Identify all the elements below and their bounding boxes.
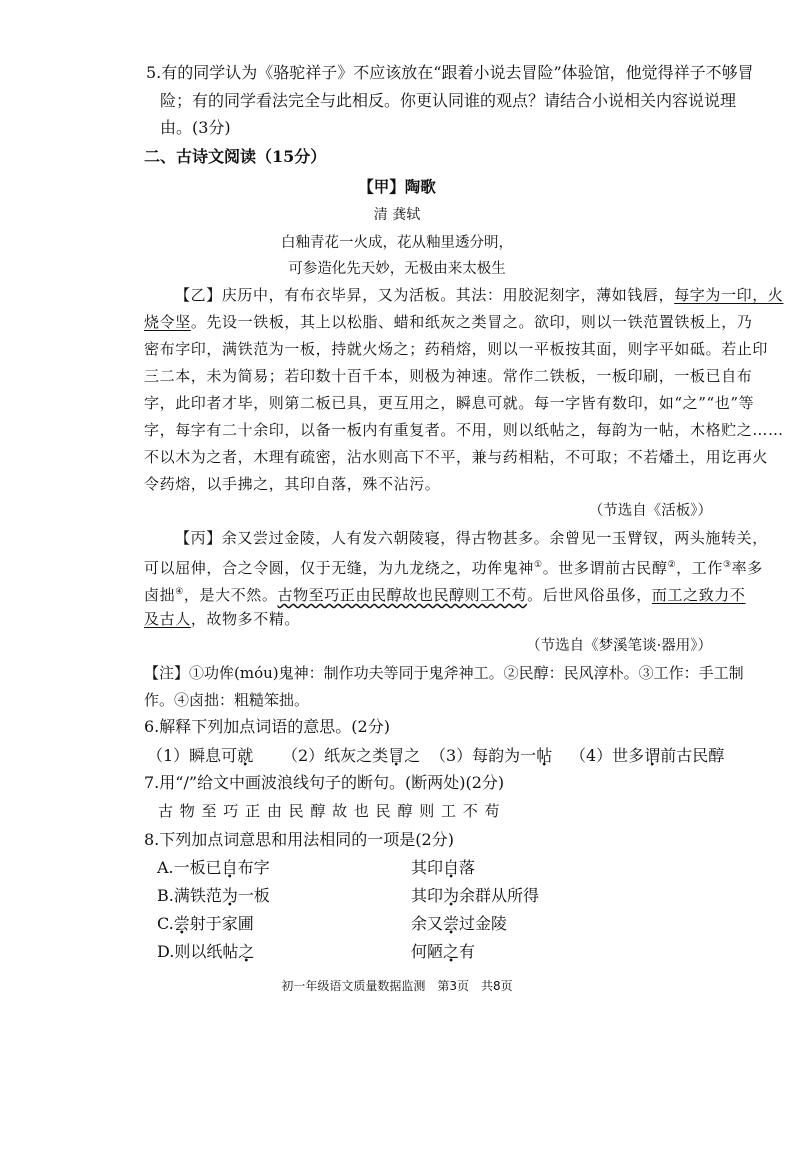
- q8-text: 落: [459, 858, 476, 877]
- q8-text: A.一板已: [157, 858, 222, 877]
- q8-option-b-right: [411, 885, 539, 907]
- q6-option-text: （4）世多: [570, 746, 645, 765]
- yi-line-4: 三二本，未为简易；若印数十百千本，则极为神速。常作二铁板，一板印刷，一板已自布: [144, 367, 753, 385]
- q8-text: C.: [157, 914, 174, 933]
- note-ref-2: ②: [667, 560, 677, 570]
- bing-text: ，是大不然。: [183, 586, 278, 604]
- q6-option-text: 之: [404, 746, 421, 765]
- notes-line-1: 【注】①功侔(móu)鬼神：制作功夫等同于鬼斧神工。②民醇：民风淳朴。③工作：手工制: [144, 664, 744, 682]
- jia-poem-line-1: 白釉青花一火成，花从釉里透分明，: [281, 235, 513, 251]
- bing-line-2: [144, 554, 763, 579]
- note-ref-1: ①: [534, 560, 543, 570]
- bing-text: 率多: [731, 559, 763, 577]
- dotted-char: 为: [221, 886, 238, 905]
- page-footer: 初一年级语文质量数据监测 第3页 共8页: [281, 979, 513, 993]
- dotted-char: 尝: [173, 914, 190, 933]
- yi-line-5: 字，此印者才毕，则第二板已具，更互用之，瞬息可就。每一字皆有数印，如“之”“也”等: [144, 394, 755, 412]
- yi-line-1: [175, 284, 783, 306]
- q8-option-d-left: [157, 941, 254, 963]
- q6-option-2: [282, 745, 420, 767]
- bing-underlined-text: 而工之致力不: [651, 586, 746, 604]
- bing-text: 。后世风俗虽侈，: [527, 586, 652, 604]
- note-ref-3: ③: [722, 560, 732, 570]
- q8-option-c-right: [411, 913, 507, 935]
- q6-option-text: （1）瞬息可: [147, 746, 238, 765]
- dotted-char: 之: [443, 942, 460, 961]
- bing-text: ，工作: [676, 559, 723, 577]
- dotted-char: 就: [237, 746, 254, 765]
- q8-option-b-left: [157, 885, 270, 907]
- q8-text: 有: [459, 942, 476, 961]
- q6-option-text: （3）每韵为一: [430, 746, 537, 765]
- q8-text: 射于家圃: [189, 914, 254, 933]
- q8-text: D.则以纸帖: [157, 942, 239, 961]
- q8-text: 何陋: [411, 942, 444, 961]
- bing-text: 。世多谓前古民醇: [542, 559, 668, 577]
- dotted-char: 帖: [536, 746, 553, 765]
- q6-option-4: [570, 745, 724, 767]
- q8-text: 余群从所得: [459, 886, 540, 905]
- q5-line-3: 由。(3分): [160, 118, 231, 137]
- yi-line-6: 字，每字有二十余印，以备一板内有重复者。不用，则以纸帖之，每韵为一帖，木格贮之……: [144, 421, 784, 439]
- jia-author: 清 龚轼: [373, 207, 421, 223]
- q8-text: 布字: [237, 858, 270, 877]
- q8-option-a-right: [411, 857, 475, 879]
- q6-option-3: [430, 745, 552, 767]
- bing-line-3: [144, 581, 746, 606]
- notes-line-2: 作。④卤拙：粗糙笨拙。: [144, 691, 310, 709]
- yi-text: 【乙】庆历中，有布衣毕昇，又为活板。其法：用胶泥刻字，薄如钱唇，: [175, 286, 675, 304]
- wavy-underlined-sentence: 古物至巧正由民醇故也民醇则工不苟: [277, 586, 528, 604]
- note-ref-4: ④: [175, 587, 184, 597]
- bing-line-4: [144, 608, 300, 630]
- dotted-char: 自: [221, 858, 238, 877]
- bing-source: （节选自《梦溪笔谈·器用》）: [526, 638, 712, 654]
- q8-text: 其印: [411, 858, 444, 877]
- bing-underlined-text: 及古人: [144, 610, 191, 628]
- yi-text: 。先设一铁板，其上以松脂、蜡和纸灰之类冒之。欲印，则以一铁范置铁板上，乃: [190, 313, 753, 331]
- q7-stem: 7.用“/”给文中画波浪线句子的断句。(断两处)(2分): [144, 773, 505, 792]
- q8-option-a-left: [157, 857, 270, 879]
- q8-text: 其印: [411, 886, 444, 905]
- dotted-char: 为: [443, 886, 460, 905]
- yi-line-7: 不以木为之者，木理有疏密，沾水则高下不平，兼与药相粘，不可取；不若燔土，用讫再火: [144, 448, 769, 466]
- bing-text: 卤拙: [144, 586, 176, 604]
- dotted-char: 冒: [388, 746, 405, 765]
- q6-option-text: 前古民醇: [660, 746, 725, 765]
- yi-underlined-text: 每字为一印，火: [674, 286, 784, 304]
- yi-line-2: [144, 311, 752, 333]
- dotted-char: 自: [443, 858, 460, 877]
- q5-line-2: 险；有的同学看法完全与此相反。你更认同谁的观点？请结合小说相关内容说说理: [160, 91, 737, 110]
- dotted-char: 之: [238, 942, 255, 961]
- q6-stem: 6.解释下列加点词语的意思。(2分): [144, 717, 390, 736]
- q6-option-1: [147, 745, 253, 767]
- q6-option-text: （2）纸灰之类: [282, 746, 389, 765]
- yi-line-8: 令药熔，以手拂之，其印自落，殊不沾污。: [144, 475, 441, 493]
- q8-stem: 8.下列加点词意思和用法相同的一项是(2分): [144, 830, 454, 849]
- q8-option-d-right: [411, 941, 475, 963]
- q8-text: 余又: [411, 914, 444, 933]
- yi-underlined-text: 烧令坚: [144, 313, 191, 331]
- jia-title: 【甲】陶歌: [358, 177, 436, 196]
- bing-line-1: 【丙】余又尝过金陵，人有发六朝陵寝，得古物甚多。余曾见一玉臂钗，两头施转关，: [175, 529, 768, 547]
- yi-line-3: 密布字印，满铁范为一板，持就火炀之；药稍熔，则以一平板按其面，则字平如砥。若止印: [144, 340, 769, 358]
- q8-text: 一板: [237, 886, 270, 905]
- q8-option-c-left: [157, 913, 254, 935]
- dotted-char: 尝: [443, 914, 460, 933]
- q5-line-1: 5.有的同学认为《骆驼祥子》不应该放在“跟着小说去冒险”体验馆，他觉得祥子不够冒: [146, 63, 754, 82]
- dotted-char: 谓: [644, 746, 661, 765]
- bing-text: ，故物多不精。: [190, 610, 301, 628]
- q8-text: B.满铁范: [157, 886, 222, 905]
- section-2-heading: 二、古诗文阅读（15分）: [144, 147, 327, 166]
- q8-text: 过金陵: [459, 914, 508, 933]
- q7-sentence: 古 物 至 巧 正 由 民 醇 故 也 民 醇 则 工 不 苟: [158, 802, 501, 820]
- bing-text: 可以屈伸，合之令圆，仅于无缝，为九龙绕之，功侔鬼神: [144, 559, 535, 577]
- yi-source: （节选自《活板》）: [588, 503, 712, 519]
- jia-poem-line-2: 可参造化先天妙，无极由来太极生: [288, 261, 506, 277]
